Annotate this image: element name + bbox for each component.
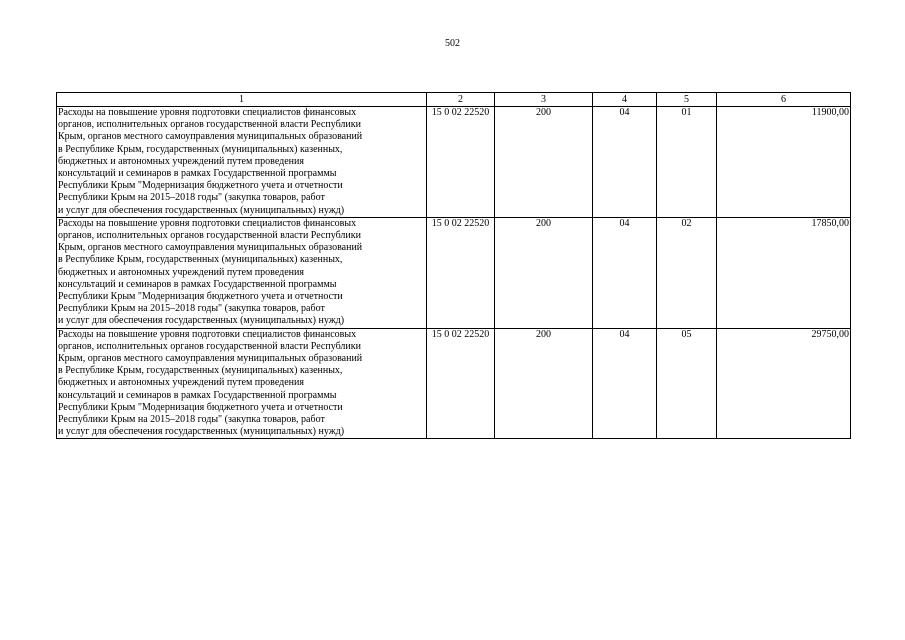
description-line: бюджетных и автономных учреждений путем проведения (58, 266, 304, 278)
row-section: 04 (593, 107, 657, 218)
row-expense-type: 200 (495, 107, 593, 218)
row-amount: 17850,00 (717, 217, 851, 328)
row-subsection: 05 (657, 328, 717, 439)
description-line: Расходы на повышение уровня подготовки специалистов финансовых (58, 107, 357, 118)
table-row (57, 217, 851, 328)
description-line: Расходы на повышение уровня подготовки специалистов финансовых (58, 328, 357, 340)
table-row (57, 328, 851, 439)
row-code: 15 0 02 22520 (427, 328, 495, 439)
description-line: бюджетных и автономных учреждений путем проведения (58, 377, 304, 389)
description-line: Республики Крым "Модернизация бюджетного учета и отчетности (58, 291, 343, 303)
row-code: 15 0 02 22520 (427, 107, 495, 218)
description-line: консультаций и семинаров в рамках Государственной программы (58, 168, 337, 180)
description-line: бюджетных и автономных учреждений путем проведения (58, 155, 304, 167)
row-code: 15 0 02 22520 (427, 217, 495, 328)
description-line: органов, исполнительных органов государственной власти Республики (58, 340, 361, 352)
description-line: и услуг для обеспечения государственных (муниципальных) нужд) (58, 315, 345, 327)
column-header: 1 (57, 93, 427, 107)
table-header-row (57, 93, 851, 107)
description-line: Республики Крым "Модернизация бюджетного учета и отчетности (58, 180, 343, 192)
column-header: 4 (593, 93, 657, 107)
row-amount: 11900,00 (717, 107, 851, 218)
row-section: 04 (593, 217, 657, 328)
row-section: 04 (593, 328, 657, 439)
row-subsection: 01 (657, 107, 717, 218)
column-header: 3 (495, 93, 593, 107)
description-line: в Республике Крым, государственных (муниципальных) казенных, (58, 254, 343, 266)
description-line: в Республике Крым, государственных (муниципальных) казенных, (58, 365, 343, 377)
description-line: в Республике Крым, государственных (муниципальных) казенных, (58, 143, 343, 155)
budget-table (56, 92, 851, 439)
column-header: 2 (427, 93, 495, 107)
description-line: Расходы на повышение уровня подготовки специалистов финансовых (58, 217, 357, 229)
row-subsection: 02 (657, 217, 717, 328)
description-line: и услуг для обеспечения государственных (муниципальных) нужд) (58, 204, 345, 216)
page-number: 502 (445, 38, 460, 49)
description-line: Республики Крым на 2015–2018 годы" (закупка товаров, работ (58, 303, 325, 315)
column-header: 5 (657, 93, 717, 107)
description-line: и услуг для обеспечения государственных (муниципальных) нужд) (58, 426, 345, 438)
description-line: Республики Крым на 2015–2018 годы" (закупка товаров, работ (58, 414, 325, 426)
description-line: Крым, органов местного самоуправления муниципальных образований (58, 353, 363, 365)
row-expense-type: 200 (495, 217, 593, 328)
description-line: Крым, органов местного самоуправления муниципальных образований (58, 242, 363, 254)
row-expense-type: 200 (495, 328, 593, 439)
row-description (57, 217, 427, 328)
description-line: органов, исполнительных органов государственной власти Республики (58, 230, 361, 242)
column-header: 6 (717, 93, 851, 107)
description-line: консультаций и семинаров в рамках Государственной программы (58, 278, 337, 290)
description-line: консультаций и семинаров в рамках Государственной программы (58, 389, 337, 401)
row-description (57, 328, 427, 439)
row-description (57, 107, 427, 218)
description-line: Крым, органов местного самоуправления муниципальных образований (58, 131, 363, 143)
description-line: Республики Крым "Модернизация бюджетного учета и отчетности (58, 401, 343, 413)
table-row (57, 107, 851, 218)
description-line: Республики Крым на 2015–2018 годы" (закупка товаров, работ (58, 192, 325, 204)
row-amount: 29750,00 (717, 328, 851, 439)
description-line: органов, исполнительных органов государственной власти Республики (58, 119, 361, 131)
